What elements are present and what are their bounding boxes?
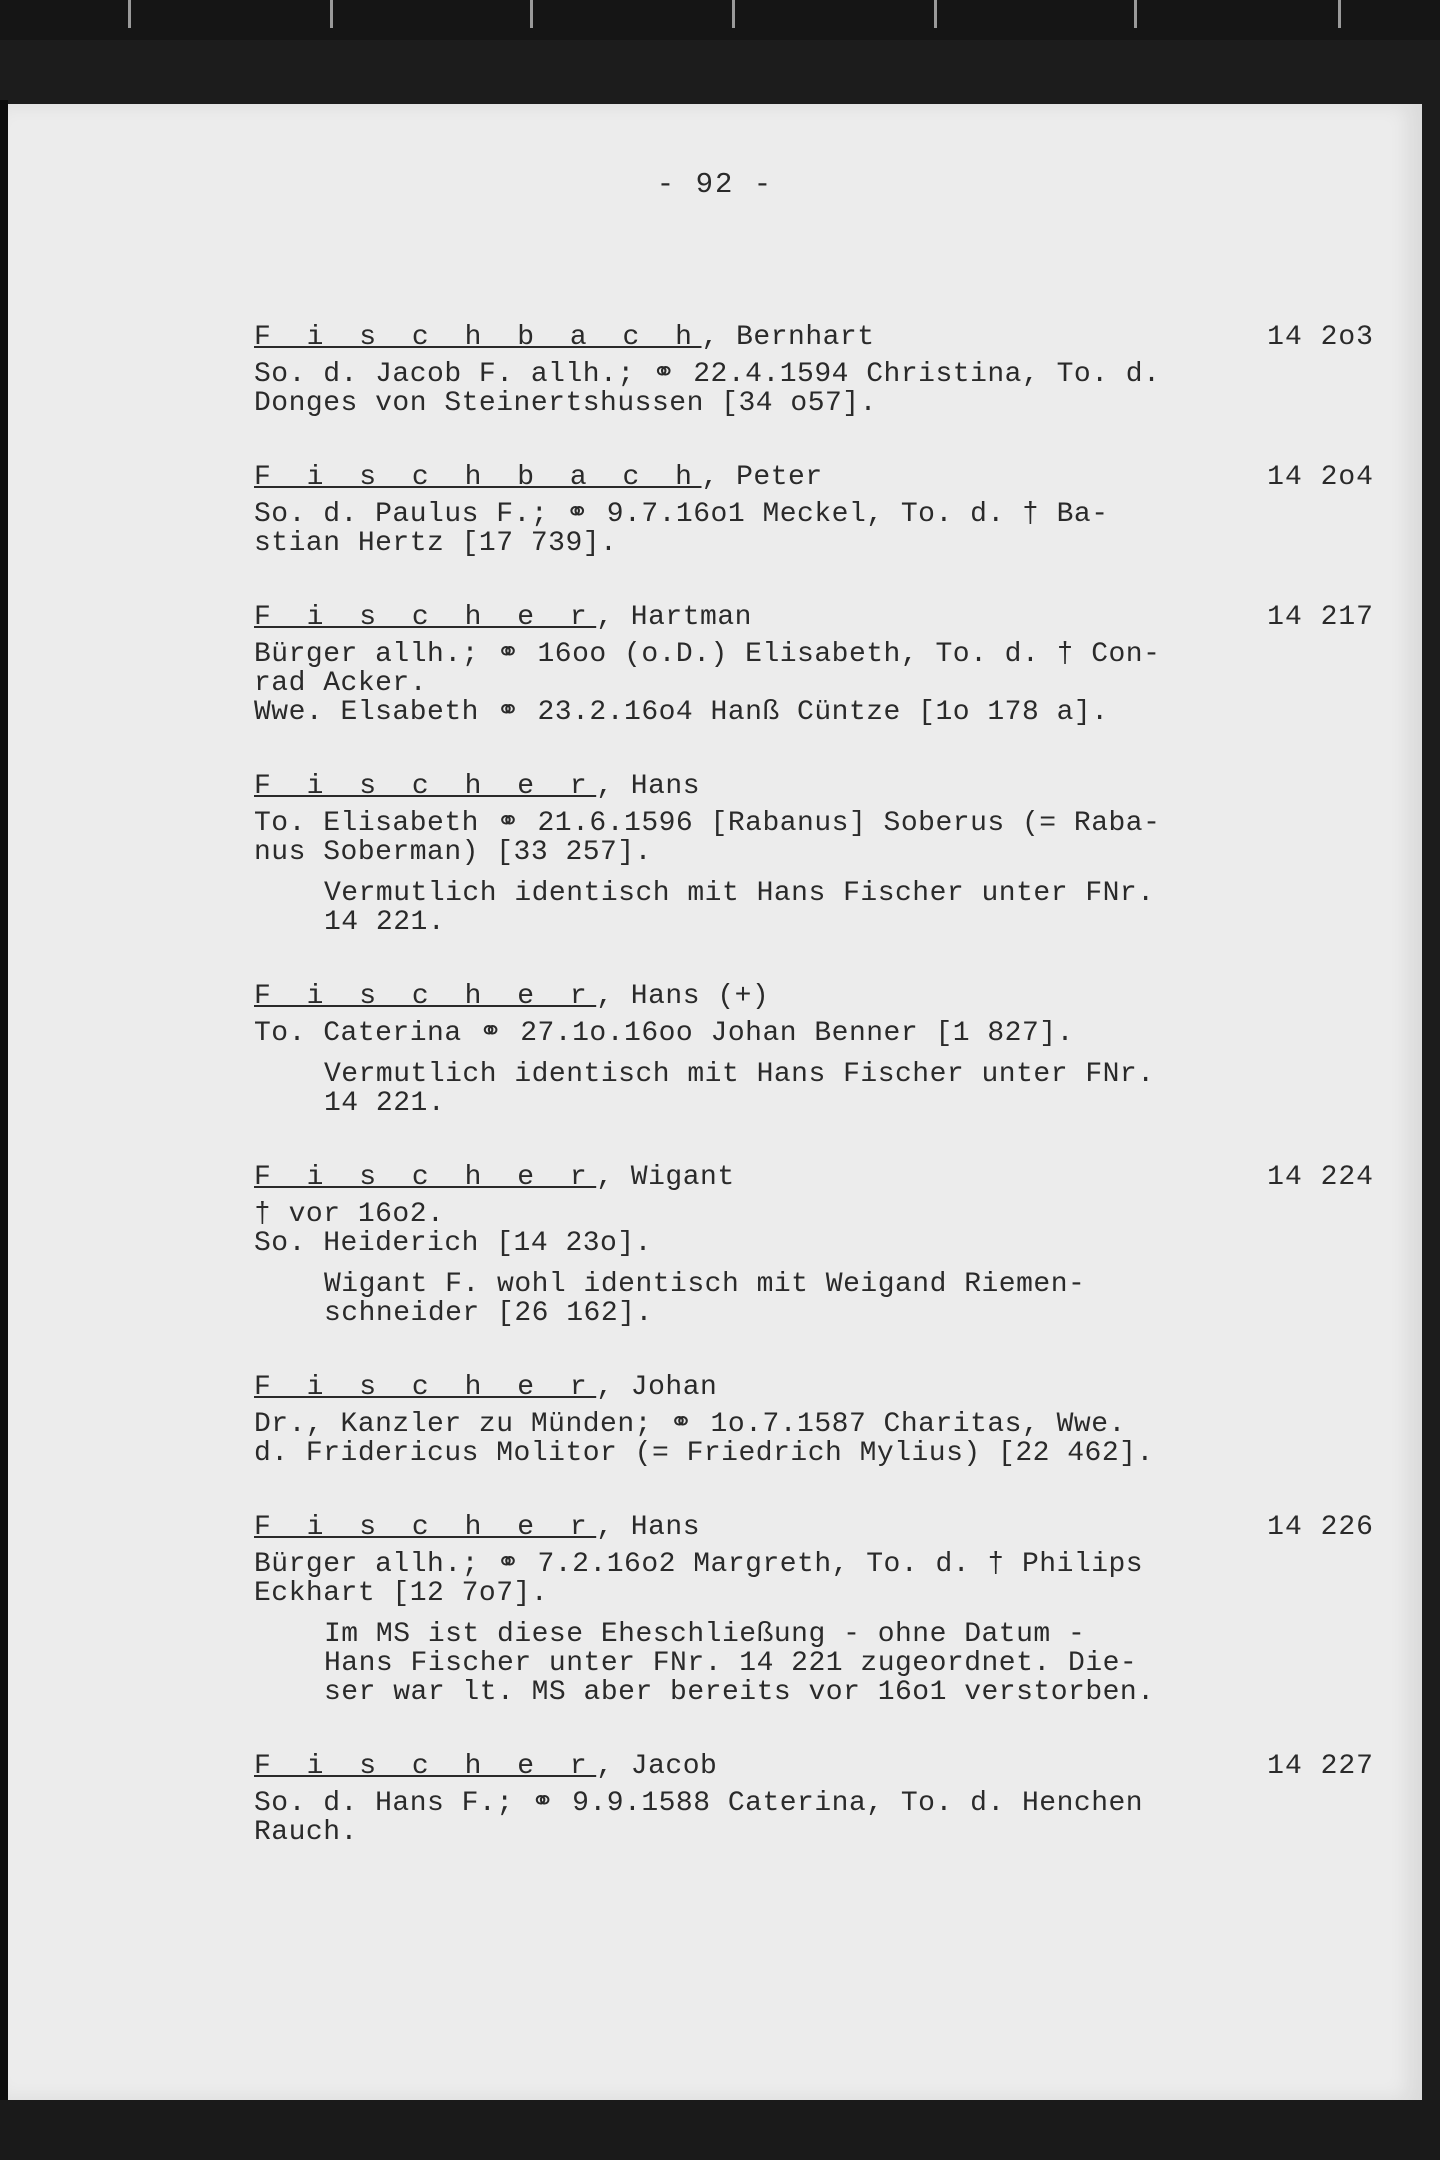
entry-note: Wigant F. wohl identisch mit Weigand Riemen- schneider [26 162]. <box>324 1269 1086 1329</box>
film-tick <box>934 0 937 28</box>
entry-body: Bürger allh.; ⚭ 7.2.16o2 Margreth, To. d. † Philips Eckhart [12 7o7]. <box>254 1549 1144 1609</box>
genealogy-entry <box>254 1508 1374 1707</box>
entry-given-name: , Johan <box>596 1372 718 1403</box>
entry-surname: F i s c h e r <box>254 771 597 802</box>
entry-given-name: , Hartman <box>596 602 752 633</box>
scan-left-edge <box>0 100 8 2100</box>
entry-body: So. d. Paulus F.; ⚭ 9.7.16o1 Meckel, To. d. † Ba- stian Hertz [17 739]. <box>254 499 1109 559</box>
entry-note: Vermutlich identisch mit Hans Fischer unter FNr. 14 221. <box>324 1059 1155 1119</box>
entry-body: Dr., Kanzler zu Münden; ⚭ 1o.7.1587 Charitas, Wwe. d. Fridericus Molitor (= Friedrich Mylius) [22 462]. <box>254 1409 1154 1469</box>
entry-list <box>254 318 1374 1887</box>
entry-given-name: , Hans <box>596 1512 701 1543</box>
entry-given-name: , Peter <box>701 462 823 493</box>
entry-surname: F i s c h b a c h <box>254 462 702 493</box>
film-tick <box>1134 0 1137 28</box>
entry-heading <box>254 1508 1374 1548</box>
genealogy-entry <box>254 598 1374 727</box>
genealogy-entry <box>254 318 1374 418</box>
film-strip-top <box>0 0 1440 40</box>
entry-body: † vor 16o2. So. Heiderich [14 23o]. <box>254 1199 652 1259</box>
entry-heading <box>254 977 1374 1017</box>
film-tick <box>530 0 533 28</box>
entry-heading <box>254 598 1374 638</box>
entry-surname: F i s c h e r <box>254 1372 597 1403</box>
entry-heading <box>254 1158 1374 1198</box>
entry-body: So. d. Hans F.; ⚭ 9.9.1588 Caterina, To. d. Henchen Rauch. <box>254 1788 1144 1848</box>
entry-heading <box>254 318 1374 358</box>
film-tick <box>128 0 131 28</box>
entry-fnr: 14 2o4 <box>1267 462 1374 493</box>
genealogy-entry <box>254 1368 1374 1468</box>
entry-fnr: 14 2o3 <box>1267 322 1374 353</box>
entry-given-name: , Hans (+) <box>596 981 770 1012</box>
entry-given-name: , Jacob <box>596 1751 718 1782</box>
entry-surname: F i s c h e r <box>254 602 597 633</box>
entry-heading <box>254 1747 1374 1787</box>
page-number: - 92 - <box>656 168 774 201</box>
entry-surname: F i s c h e r <box>254 1751 597 1782</box>
entry-note: Im MS ist diese Eheschließung - ohne Datum - Hans Fischer unter FNr. 14 221 zugeordnet. Die- ser war lt. MS aber bereits vor 16o1 verstorben. <box>324 1619 1155 1708</box>
entry-body: To. Elisabeth ⚭ 21.6.1596 [Rabanus] Soberus (= Raba- nus Soberman) [33 257]. <box>254 808 1161 868</box>
entry-surname: F i s c h e r <box>254 1512 597 1543</box>
entry-heading <box>254 1368 1374 1408</box>
genealogy-entry <box>254 458 1374 558</box>
scan-bottom-edge <box>0 2100 1440 2160</box>
entry-surname: F i s c h e r <box>254 1162 597 1193</box>
entry-body: To. Caterina ⚭ 27.1o.16oo Johan Benner [1 827]. <box>254 1018 1074 1049</box>
genealogy-entry <box>254 767 1374 937</box>
genealogy-entry <box>254 1158 1374 1328</box>
entry-fnr: 14 227 <box>1267 1751 1374 1782</box>
entry-given-name: , Bernhart <box>701 322 875 353</box>
entry-fnr: 14 226 <box>1267 1512 1374 1543</box>
film-tick <box>732 0 735 28</box>
entry-surname: F i s c h b a c h <box>254 322 702 353</box>
entry-given-name: , Hans <box>596 771 701 802</box>
film-tick <box>1338 0 1341 28</box>
entry-fnr: 14 217 <box>1267 602 1374 633</box>
entry-heading <box>254 458 1374 498</box>
genealogy-entry <box>254 977 1374 1118</box>
genealogy-entry <box>254 1747 1374 1847</box>
document-page <box>8 104 1422 2100</box>
entry-fnr: 14 224 <box>1267 1162 1374 1193</box>
entry-given-name: , Wigant <box>596 1162 735 1193</box>
entry-surname: F i s c h e r <box>254 981 597 1012</box>
entry-note: Vermutlich identisch mit Hans Fischer unter FNr. 14 221. <box>324 878 1155 938</box>
entry-heading <box>254 767 1374 807</box>
film-tick <box>330 0 333 28</box>
entry-body: So. d. Jacob F. allh.; ⚭ 22.4.1594 Christina, To. d. Donges von Steinertshussen [34 o57]. <box>254 359 1161 419</box>
entry-body: Bürger allh.; ⚭ 16oo (o.D.) Elisabeth, To. d. † Con- rad Acker. Wwe. Elsabeth ⚭ 23.2.16o4 Hanß Cüntze [1o 178 a]. <box>254 639 1161 728</box>
